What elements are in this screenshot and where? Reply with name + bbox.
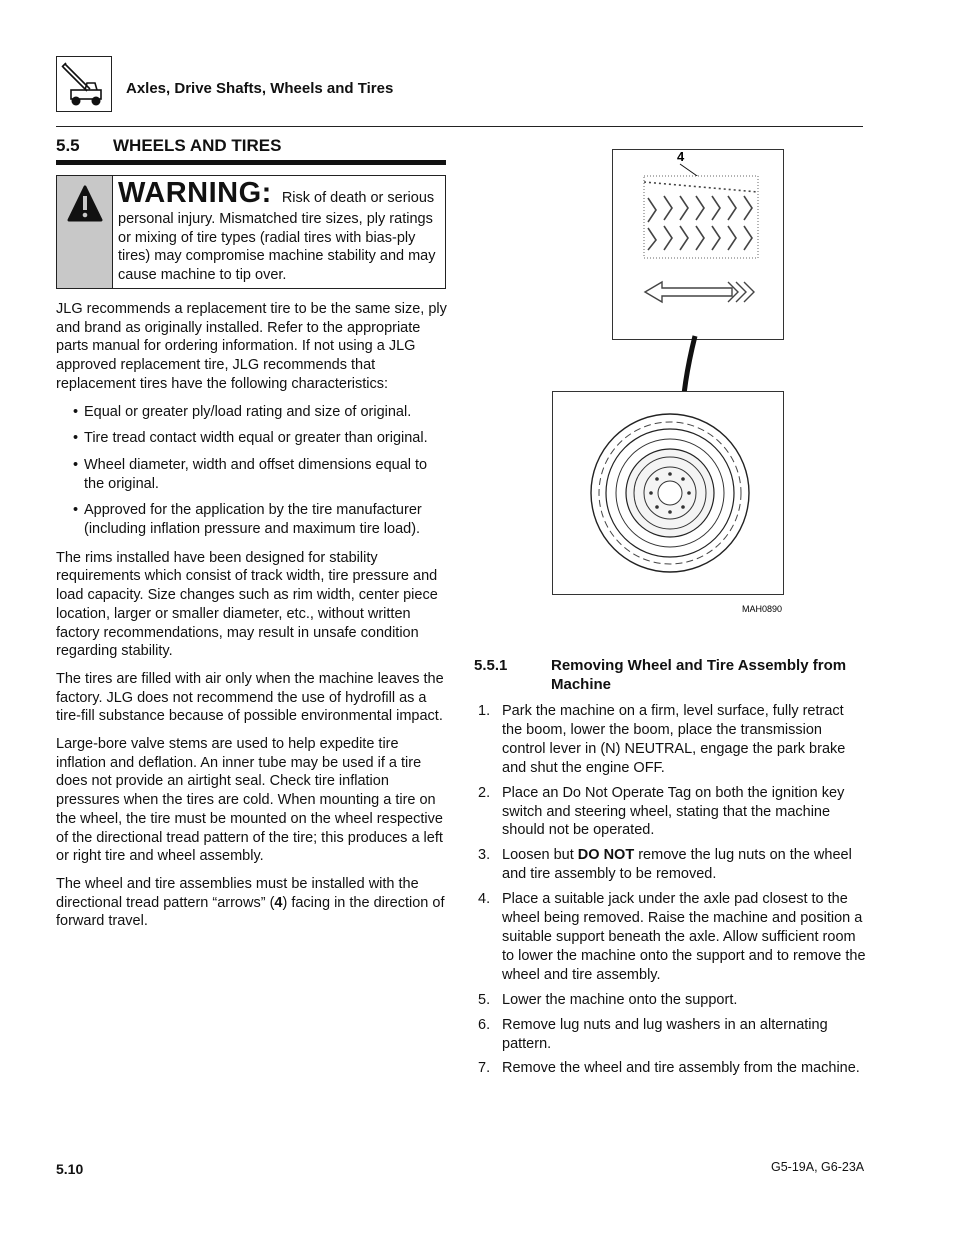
step-text: remove the lug nuts on the wheel and tire assembly to be removed. xyxy=(502,847,852,883)
model-numbers: G5-19A, G6-23A xyxy=(771,1160,865,1174)
step-number: 5. xyxy=(478,991,491,1008)
install-text-start: The wheel and tire assemblies must be installed with the directional tread pattern “arrows” ( xyxy=(56,875,419,911)
step-number: 3. xyxy=(478,847,491,864)
install-text-end: ) facing in the direction of forward travel. xyxy=(56,894,445,930)
removal-steps-list xyxy=(474,702,866,1084)
section-title: WHEELS AND TIRES xyxy=(113,136,282,155)
warning-triangle-icon xyxy=(67,184,103,224)
step-text: Park the machine on a firm, level surface, fully retract the boom, lower the boom, place the transmission control lever in (N) NEUTRAL, engage the park brake and shut the engine OFF. xyxy=(502,703,846,776)
install-paragraph xyxy=(56,875,448,931)
page-number: 5.10 xyxy=(56,1161,84,1177)
subsection-number: 5.5.1 xyxy=(474,657,508,674)
step-text: Place an Do Not Operate Tag on both the ignition key switch and steering wheel, stating that the machine should not be operated. xyxy=(502,784,845,839)
list-item xyxy=(474,1016,866,1054)
step-text: Remove lug nuts and lug washers in an alternating pattern. xyxy=(502,1016,828,1052)
step-number: 2. xyxy=(478,784,491,801)
rims-paragraph: The rims installed have been designed for stability requirements which consist of track width, tire pressure and load capacity. Size changes such as rim width, center piece location, larger or smaller diameter, etc., without written factory recommendations, may result in unsafe condition regarding stability. xyxy=(56,549,438,660)
valve-paragraph: Large-bore valve stems are used to help expedite tire inflation and deflation. An inner tube may be used if a tire does not provide an airtight seal. Check tire inflation pressures when the tires are cold. When mounting a tire on the wheel, the tire must be mounted on the wheel respective of the directional tread pattern of the tire; this produces a left or right tire and wheel assembly. xyxy=(56,736,443,865)
list-item: • Approved for the application by the tire manufacturer (including inflation pressure and maximum tire load). xyxy=(56,501,448,538)
header-title: Axles, Drive Shafts, Wheels and Tires xyxy=(126,80,394,97)
air-paragraph: The tires are filled with air only when the machine leaves the factory. JLG does not recommend the use of hydrofill as a tire-fill substance because of possible environmental impact. xyxy=(56,670,444,725)
install-callout: 4 xyxy=(274,894,283,911)
step-number: 4. xyxy=(478,891,491,908)
telehandler-logo-icon xyxy=(56,56,112,112)
subsection-heading xyxy=(474,657,864,694)
warning-message: Risk of death or serious personal injury. Mismatched tire sizes, ply ratings or mixing of tire types (radial tires with bias-ply tires) may compromise machine stability and may cause machine to tip over. xyxy=(118,190,436,283)
list-item xyxy=(474,846,866,884)
step-emphasis: DO NOT xyxy=(577,847,635,864)
step-text: Lower the machine onto the support. xyxy=(502,991,738,1008)
list-item xyxy=(474,991,866,1010)
section-number: 5.5 xyxy=(56,136,80,155)
list-item: • Tire tread contact width equal or greater than original. xyxy=(56,429,448,448)
tire-tread-figure xyxy=(552,148,792,618)
step-text: Loosen but xyxy=(502,847,578,864)
list-item: • Equal or greater ply/load rating and size of original. xyxy=(56,403,448,422)
figure-id: MAH0890 xyxy=(742,604,783,614)
step-number: 6. xyxy=(478,1016,491,1033)
step-number: 7. xyxy=(478,1060,491,1077)
warning-label: WARNING: xyxy=(118,177,272,209)
list-item xyxy=(474,702,866,778)
tread-pattern-icon xyxy=(644,176,758,258)
intro-paragraph: JLG recommends a replacement tire to be the same size, ply and brand as originally installed. Refer to the appropriate parts manual for ordering information. If not using a JLG approved replacement tire, JLG recommends that replacement tires have the following characteristics: xyxy=(56,301,447,392)
list-item xyxy=(474,890,866,985)
step-text: Place a suitable jack under the axle pad closest to the wheel being removed. Raise the machine and position a suitable support beneath the axle. Allow sufficient room to lower the machine onto the support and to remove the wheel and tire assembly. xyxy=(502,891,866,983)
left-column xyxy=(56,300,448,940)
warning-box xyxy=(56,175,446,289)
section-heading xyxy=(56,136,446,156)
step-text: Remove the wheel and tire assembly from the machine. xyxy=(502,1060,860,1077)
figure-callout: 4 xyxy=(677,149,685,164)
list-item: • Wheel diameter, width and offset dimensions equal to the original. xyxy=(56,456,448,493)
step-number: 1. xyxy=(478,703,491,719)
list-item xyxy=(474,784,866,841)
characteristics-list xyxy=(56,403,448,539)
subsection-title: Removing Wheel and Tire Assembly from Machine xyxy=(551,657,847,693)
list-item xyxy=(474,1059,866,1078)
warning-text xyxy=(118,176,440,284)
header-rule xyxy=(56,126,863,127)
warning-icon-cell xyxy=(57,176,113,288)
heading-rule xyxy=(56,160,446,165)
